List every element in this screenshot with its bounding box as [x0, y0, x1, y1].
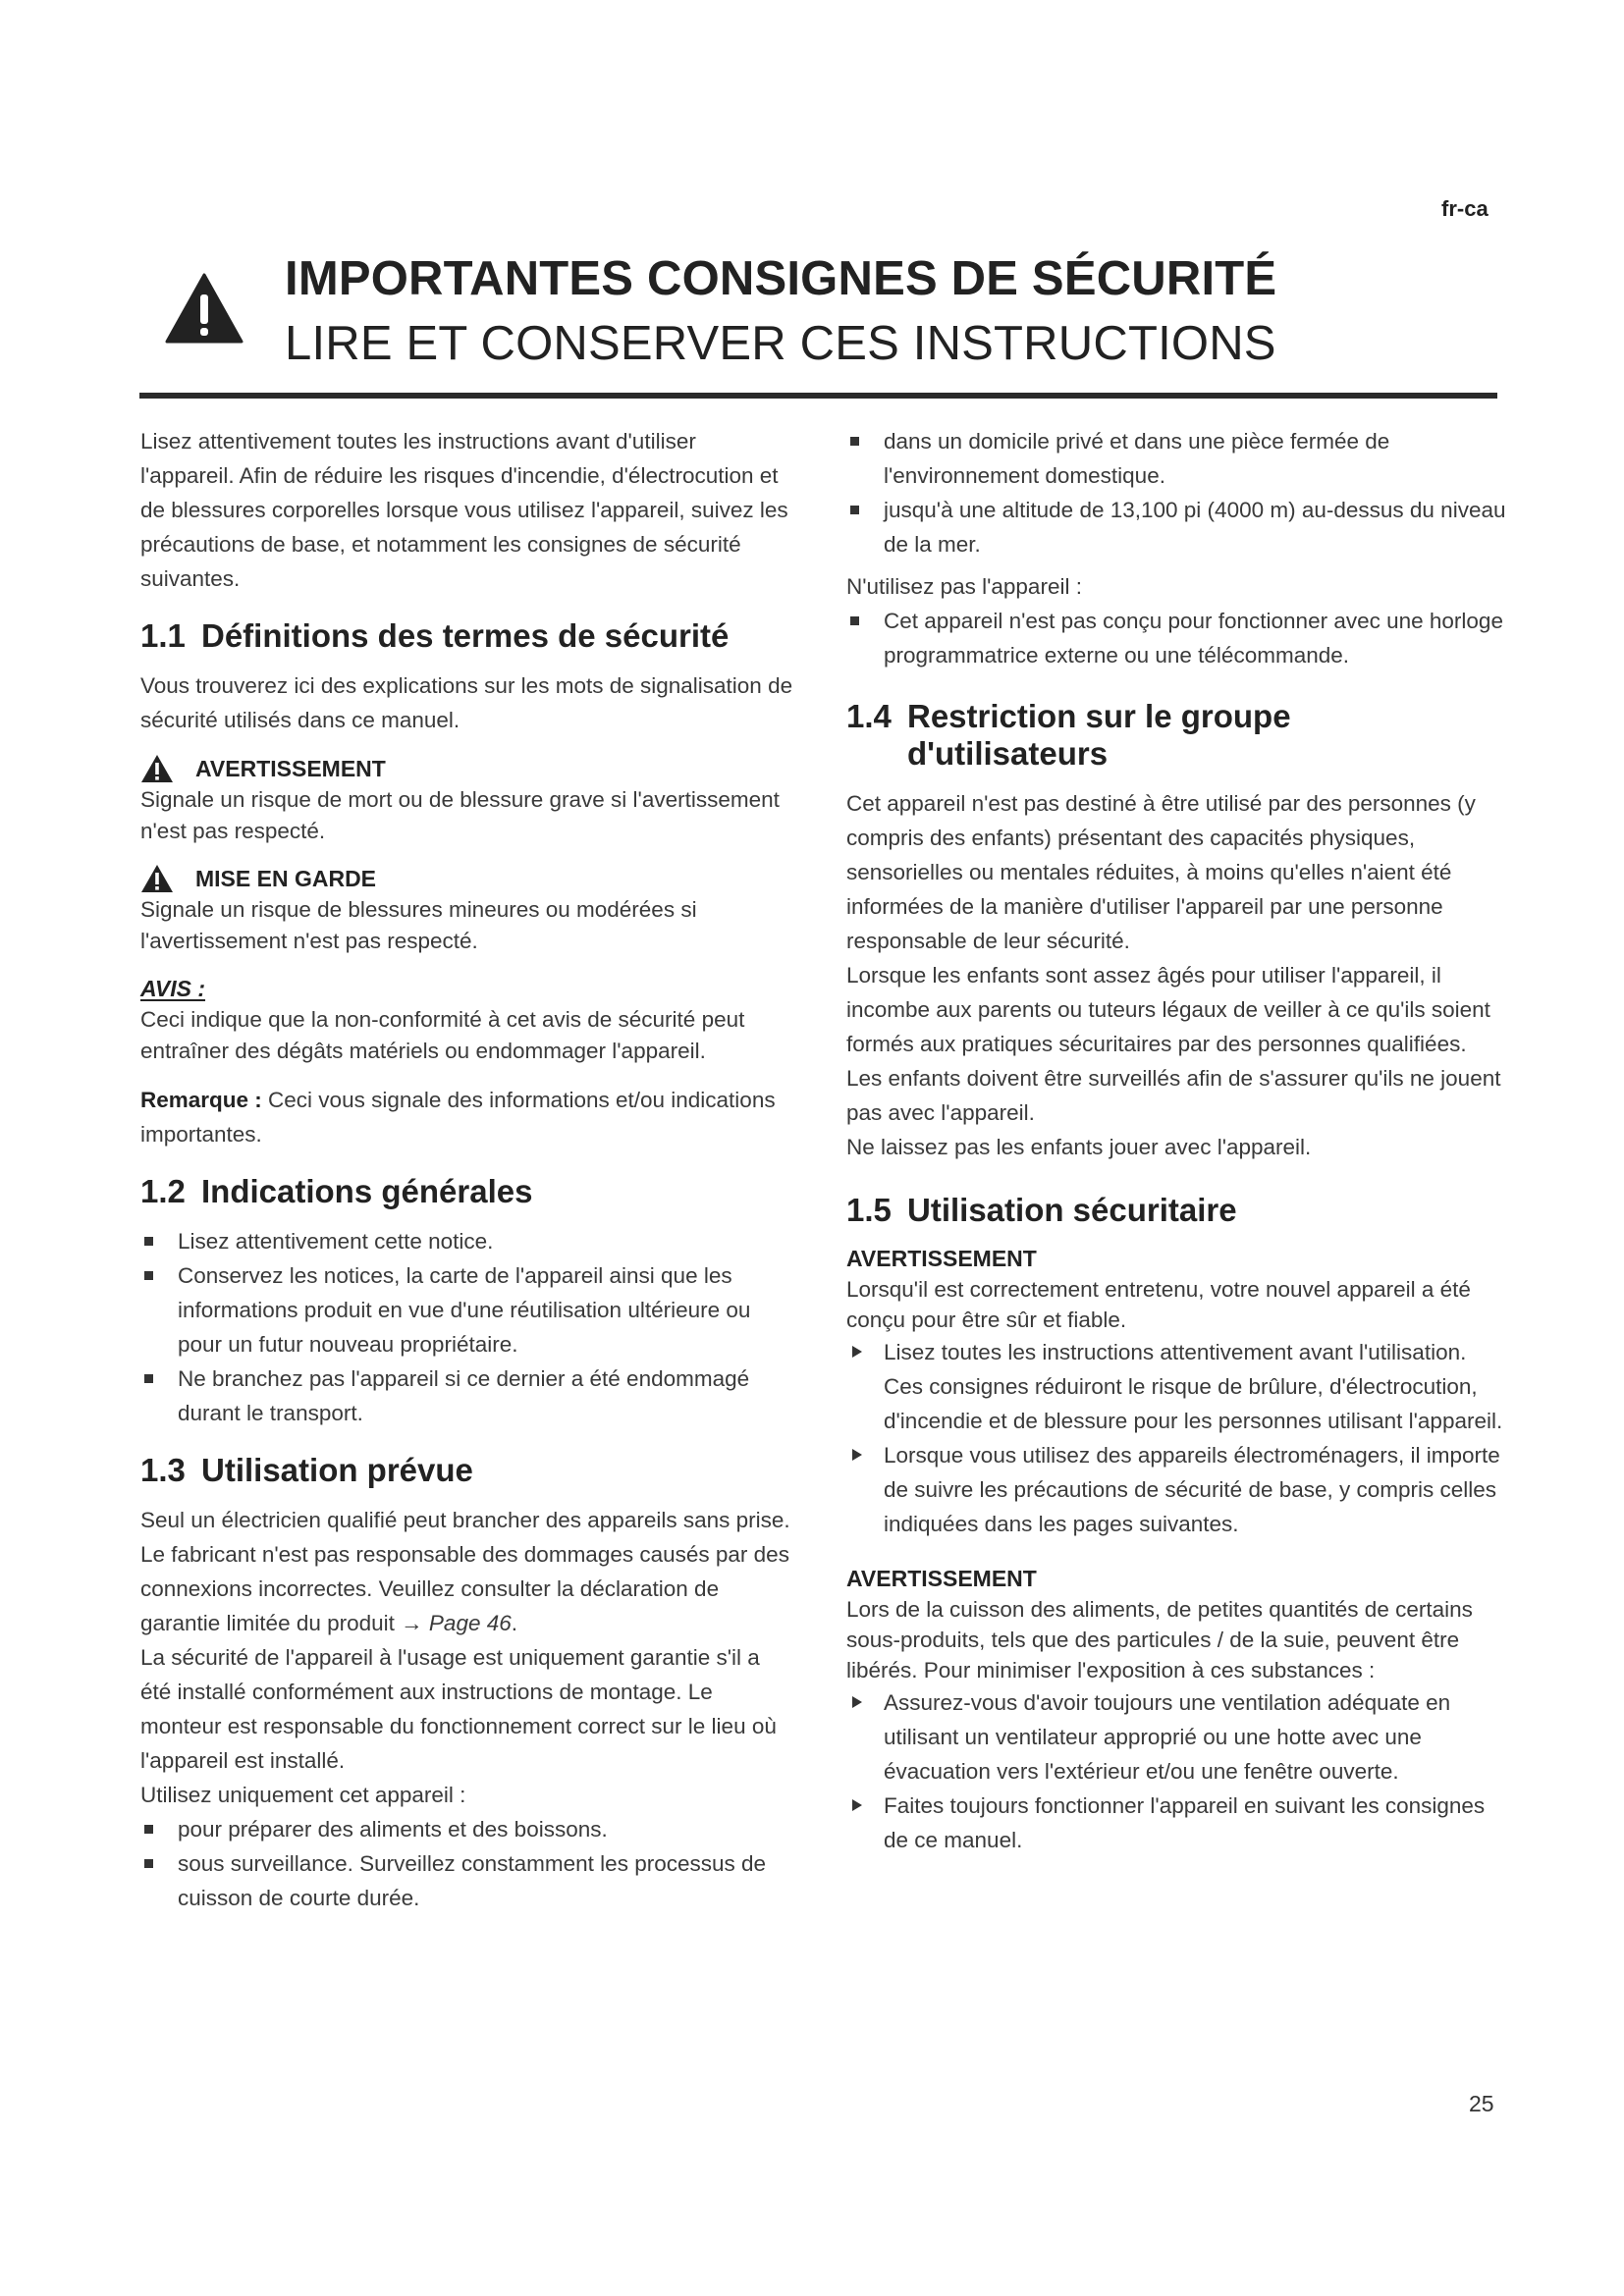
remark-paragraph	[140, 1083, 793, 1151]
list-item: pour préparer des aliments et des boissons.	[140, 1812, 793, 1846]
section-title: Utilisation prévue	[201, 1452, 473, 1488]
section-title: Utilisation sécuritaire	[907, 1192, 1237, 1228]
header-divider	[139, 393, 1497, 399]
section-heading-1-1	[140, 617, 793, 655]
page-number: 25	[1469, 2091, 1494, 2116]
intro-paragraph: Lisez attentivement toutes les instructions avant d'utiliser l'appareil. Afin de réduire les risques d'incendie, d'électrocution et de blessures corporelles lorsque vous utilisez l'appareil, suivez les précautions de base, et notamment les consignes de sécurité suivantes.	[140, 429, 788, 591]
warning-label: AVERTISSEMENT	[195, 756, 386, 781]
general-indications-list	[140, 1224, 793, 1430]
intended-use-list	[140, 1812, 793, 1915]
do-not-use-paragraph: N'utilisez pas l'appareil :	[846, 574, 1082, 599]
do-not-use-list	[846, 604, 1506, 672]
arrow-icon: →	[394, 1611, 429, 1635]
section-heading-1-5	[846, 1192, 1506, 1229]
paragraph-text: Seul un électricien qualifié peut brancher des appareils sans prise. Le fabricant n'est pas responsable des dommages causés par des connexions incorrectes. Veuillez consulter la déclaration de garantie limitée du produit	[140, 1508, 790, 1635]
list-item: Cet appareil n'est pas conçu pour fonctionner avec une horloge programmatrice externe ou une télécommande.	[846, 604, 1506, 672]
warning-list-1	[846, 1335, 1506, 1541]
notice-description: Ceci indique que la non-conformité à cet avis de sécurité peut entraîner des dégâts matériels ou endommager l'appareil.	[140, 1007, 745, 1063]
left-column	[140, 424, 793, 1923]
page-title-line1: IMPORTANTES CONSIGNES DE SÉCURITÉ	[285, 252, 1277, 305]
intended-use-paragraph-3: Utilisez uniquement cet appareil :	[140, 1783, 466, 1807]
warning-text-2: Lors de la cuisson des aliments, de petites quantités de certains sous-produits, tels que des particules / de la suie, peuvent être libérés. Pour minimiser l'exposition à ces substances :	[846, 1597, 1473, 1682]
warning-triangle-icon	[165, 273, 244, 344]
list-item: Conservez les notices, la carte de l'appareil ainsi que les informations produit en vue d'une réutilisation ultérieure ou pour un futur nouveau propriétaire.	[140, 1258, 793, 1362]
list-item: Ne branchez pas l'appareil si ce dernier a été endommagé durant le transport.	[140, 1362, 793, 1430]
section-number: 1.5	[846, 1192, 892, 1228]
intended-use-list-continued	[846, 424, 1506, 561]
list-item: Lisez attentivement cette notice.	[140, 1224, 793, 1258]
list-item: sous surveillance. Surveillez constamment les processus de cuisson de courte durée.	[140, 1846, 793, 1915]
warning-heading-2: AVERTISSEMENT	[846, 1566, 1037, 1591]
caution-label: MISE EN GARDE	[195, 866, 377, 891]
section-number: 1.3	[140, 1452, 186, 1488]
paragraph-end: .	[511, 1611, 518, 1635]
section-heading-1-2	[140, 1173, 793, 1210]
user-group-paragraph-3: Les enfants doivent être surveillés afin de s'assurer qu'ils ne jouent pas avec l'appareil.	[846, 1066, 1501, 1125]
section-title: Indications générales	[201, 1173, 533, 1209]
remark-label: Remarque :	[140, 1088, 262, 1112]
section-title-line2: d'utilisateurs	[907, 735, 1109, 772]
section-number: 1.2	[140, 1173, 186, 1209]
remark-text: Ceci vous signale des informations et/ou indications importantes.	[140, 1088, 776, 1147]
warning-description: Signale un risque de mort ou de blessure grave si l'avertissement n'est pas respecté.	[140, 787, 780, 843]
warning-text-1: Lorsqu'il est correctement entretenu, votre nouvel appareil a été conçu pour être sûr et fiable.	[846, 1277, 1471, 1332]
caution-triangle-icon	[140, 864, 174, 893]
list-item: Lisez toutes les instructions attentivement avant l'utilisation. Ces consignes réduiront le risque de brûlure, d'électrocution, d'incendie et de blessure pour les personnes utilisant l'appareil.	[846, 1335, 1506, 1438]
warning-signal	[140, 753, 793, 784]
page-reference-link[interactable]: Page 46	[428, 1611, 512, 1635]
list-item: dans un domicile privé et dans une pièce fermée de l'environnement domestique.	[846, 424, 1506, 493]
user-group-paragraph-1: Cet appareil n'est pas destiné à être utilisé par des personnes (y compris des enfants) présentant des capacités physiques, sensorielles ou mentales réduites, à moins qu'elles n'aient été informées de la manière d'utiliser l'appareil par une personne responsable de leur sécurité.	[846, 791, 1476, 953]
caution-signal	[140, 863, 793, 894]
user-group-paragraph-4: Ne laissez pas les enfants jouer avec l'appareil.	[846, 1135, 1312, 1159]
user-group-paragraph-2: Lorsque les enfants sont assez âgés pour utiliser l'appareil, il incombe aux parents ou tuteurs légaux de veiller à ce qu'ils soient formés aux pratiques sécuritaires par des personnes qualifiées.	[846, 963, 1490, 1056]
intended-use-paragraph-2: La sécurité de l'appareil à l'usage est uniquement garantie s'il a été installé conformément aux instructions de montage. Le monteur est responsable du fonctionnement correct sur le lieu où l'appareil est installé.	[140, 1645, 777, 1773]
section-title: Définitions des termes de sécurité	[201, 617, 730, 654]
definitions-intro: Vous trouverez ici des explications sur les mots de signalisation de sécurité utilisés dans ce manuel.	[140, 673, 793, 732]
right-column	[846, 424, 1506, 1865]
section-number: 1.1	[140, 617, 186, 654]
section-number: 1.4	[846, 698, 892, 734]
warning-triangle-icon	[140, 754, 174, 783]
page-title-line2: LIRE ET CONSERVER CES INSTRUCTIONS	[285, 317, 1276, 370]
list-item: Lorsque vous utilisez des appareils électroménagers, il importe de suivre les précautions de sécurité de base, y compris celles indiquées dans les pages suivantes.	[846, 1438, 1506, 1541]
caution-description: Signale un risque de blessures mineures ou modérées si l'avertissement n'est pas respecté.	[140, 897, 697, 953]
intended-use-paragraph-1	[140, 1503, 793, 1640]
language-code: fr-ca	[1441, 196, 1489, 221]
warning-list-2	[846, 1685, 1506, 1857]
list-item: Faites toujours fonctionner l'appareil en suivant les consignes de ce manuel.	[846, 1789, 1506, 1857]
warning-heading-1: AVERTISSEMENT	[846, 1246, 1037, 1271]
list-item: Assurez-vous d'avoir toujours une ventilation adéquate en utilisant un ventilateur approprié ou une hotte avec une évacuation vers l'extérieur et/ou une fenêtre ouverte.	[846, 1685, 1506, 1789]
section-heading-1-4	[846, 698, 1506, 773]
list-item: jusqu'à une altitude de 13,100 pi (4000 m) au-dessus du niveau de la mer.	[846, 493, 1506, 561]
section-title-line1: Restriction sur le groupe	[907, 698, 1291, 734]
section-heading-1-3	[140, 1452, 793, 1489]
notice-label: AVIS :	[140, 976, 206, 1001]
